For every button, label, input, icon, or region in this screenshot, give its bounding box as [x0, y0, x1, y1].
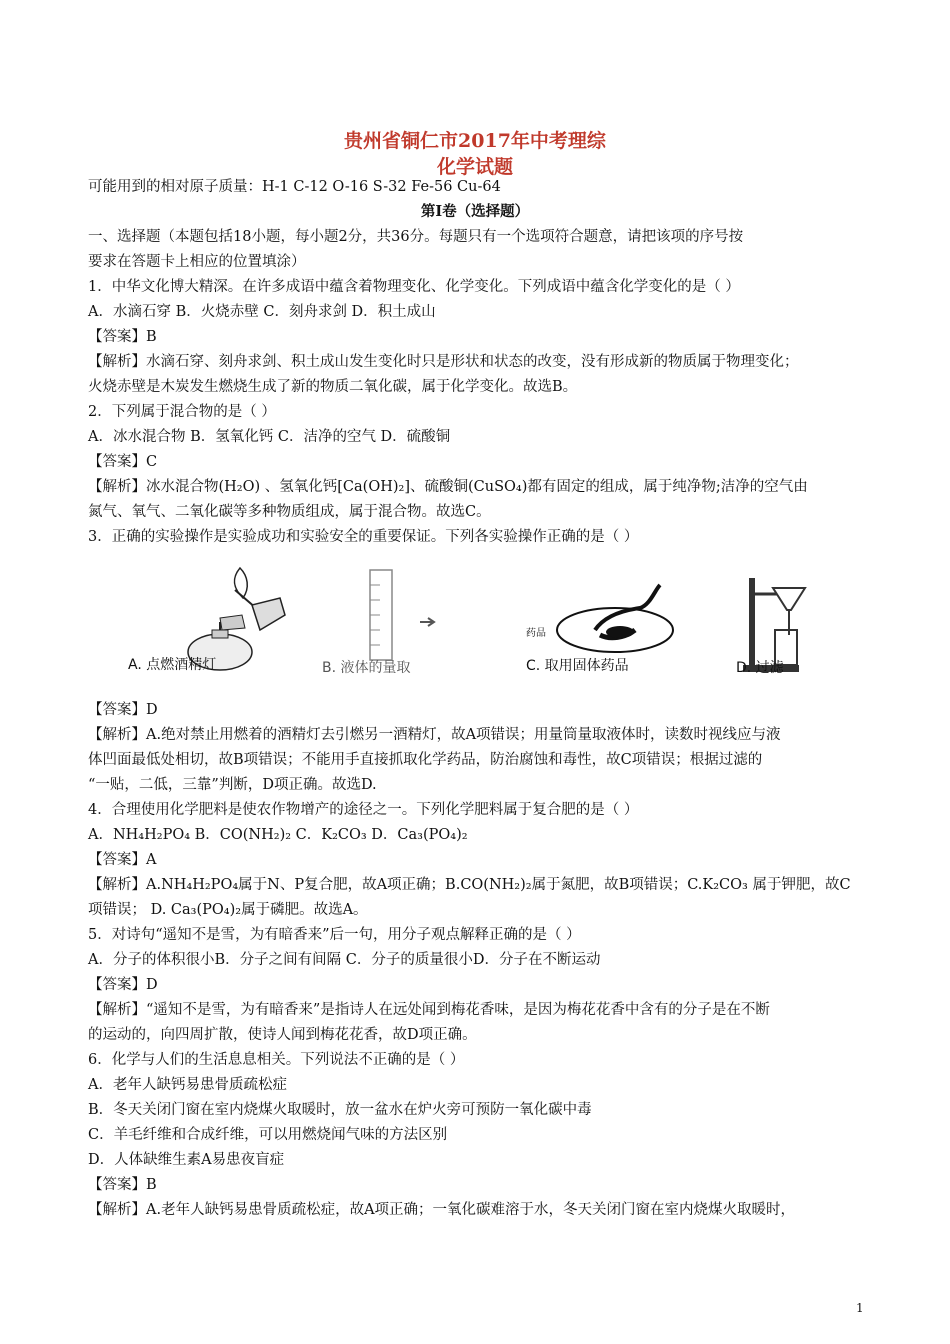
document-title: 贵州省铜仁市2017年中考理综: [344, 130, 606, 152]
figure-caption-d: D. 过滤: [736, 660, 784, 676]
q4-analysis: 【解析】A.NH₄H₂PO₄属于N、P复合肥，故A项正确；B.CO(NH₂)₂属于氮肥，故B项错误；C.K₂CO₃ 属于钾肥，故C: [88, 877, 851, 893]
q6-option: C．羊毛纤维和合成纤维，可以用燃烧闻气味的方法区别: [88, 1127, 448, 1143]
figure-caption-c: C. 取用固体药品: [526, 658, 629, 674]
q5-analysis: 【解析】“遥知不是雪，为有暗香来”是指诗人在远处闻到梅花香味，是因为梅花花香中含有的分子是在不断: [88, 1002, 770, 1018]
figure-label-reagent: 药品: [526, 628, 546, 639]
q3-analysis: 体凹面最低处相切，故B项错误；不能用手直接抓取化学药品，防治腐蚀和毒性，故C项错误；根据过滤的: [88, 752, 763, 768]
figure-caption-a: A. 点燃酒精灯: [128, 657, 217, 673]
q4-options: A．NH₄H₂PO₄ B．CO(NH₂)₂ C．K₂CO₃ D．Ca₃(PO₄)₂: [88, 827, 468, 843]
instructions-line: 一、选择题（本题包括18小题，每小题2分，共36分。每题只有一个选项符合题意，请把该项的序号按: [88, 229, 744, 245]
q5-stem: 5．对诗句“遥知不是雪，为有暗香来”后一句，用分子观点解释正确的是（ ）: [88, 927, 581, 943]
q1-answer: 【答案】B: [88, 329, 157, 345]
q6-stem: 6．化学与人们的生活息息相关。下列说法不正确的是（ ）: [88, 1052, 465, 1068]
q1-analysis: 【解析】水滴石穿、刻舟求剑、积土成山发生变化时只是形状和状态的改变，没有形成新的物质属于物理变化；: [88, 354, 799, 370]
document-subtitle: 化学试题: [436, 156, 513, 178]
q2-options: A．冰水混合物 B．氢氧化钙 C．洁净的空气 D．硫酸铜: [88, 429, 451, 445]
section-heading: 第Ⅰ卷（选择题）: [420, 203, 530, 220]
q3-analysis: “一贴，二低，三靠”判断，D项正确。故选D.: [88, 777, 377, 793]
q3-stem: 3．正确的实验操作是实验成功和实验安全的重要保证。下列各实验操作正确的是（ ）: [88, 529, 639, 545]
q1-options: A．水滴石穿 B．火烧赤壁 C．刻舟求剑 D．积土成山: [88, 304, 436, 320]
q5-options: A．分子的体积很小B．分子之间有间隔 C．分子的质量很小D．分子在不断运动: [88, 952, 601, 968]
atomic-masses: 可能用到的相对原子质量：H-1 C-12 O-16 S-32 Fe-56 Cu-64: [88, 179, 501, 195]
page-number: 1: [856, 1301, 864, 1315]
q4-stem: 4．合理使用化学肥料是使农作物增产的途径之一。下列化学肥料属于复合肥的是（ ）: [88, 802, 639, 818]
q1-stem: 1．中华文化博大精深。在许多成语中蕴含着物理变化、化学变化。下列成语中蕴含化学变化的是（ ）: [88, 279, 740, 295]
q6-option: D．人体缺维生素A易患夜盲症: [88, 1152, 285, 1168]
q2-answer: 【答案】C: [88, 454, 158, 470]
q2-analysis: 【解析】冰水混合物(H₂O) 、氢氧化钙[Ca(OH)₂]、硫酸铜(CuSO₄)都有固定的组成，属于纯净物;洁净的空气由: [88, 479, 808, 495]
q1-analysis: 火烧赤壁是木炭发生燃烧生成了新的物质二氧化碳，属于化学变化。故选B。: [88, 379, 578, 395]
q6-answer: 【答案】B: [88, 1177, 157, 1193]
figure-caption-b: B. 液体的量取: [322, 660, 411, 676]
q5-answer: 【答案】D: [88, 977, 158, 993]
q4-analysis: 项错误； D. Ca₃(PO₄)₂属于磷肥。故选A。: [88, 902, 368, 918]
q2-stem: 2．下列属于混合物的是（ ）: [88, 404, 276, 420]
q5-analysis: 的运动的，向四周扩散，使诗人闻到梅花花香，故D项正确。: [88, 1027, 477, 1043]
q3-analysis: 【解析】A.绝对禁止用燃着的酒精灯去引燃另一酒精灯，故A项错误；用量筒量取液体时，读数时视线应与液: [88, 727, 781, 743]
instructions-line: 要求在答题卡上相应的位置填涂）: [88, 254, 306, 270]
q3-answer: 【答案】D: [88, 702, 158, 718]
q6-option: A．老年人缺钙易患骨质疏松症: [88, 1077, 287, 1093]
q6-option: B．冬天关闭门窗在室内烧煤火取暖时，放一盆水在炉火旁可预防一氧化碳中毒: [88, 1102, 592, 1118]
q4-answer: 【答案】A: [88, 852, 157, 868]
q2-analysis: 氮气、氧气、二氧化碳等多种物质组成，属于混合物。故选C。: [88, 504, 491, 520]
q6-analysis: 【解析】A.老年人缺钙易患骨质疏松症，故A项正确；一氧化碳难溶于水，冬天关闭门窗在室内烧煤火取暖时，: [88, 1202, 796, 1218]
